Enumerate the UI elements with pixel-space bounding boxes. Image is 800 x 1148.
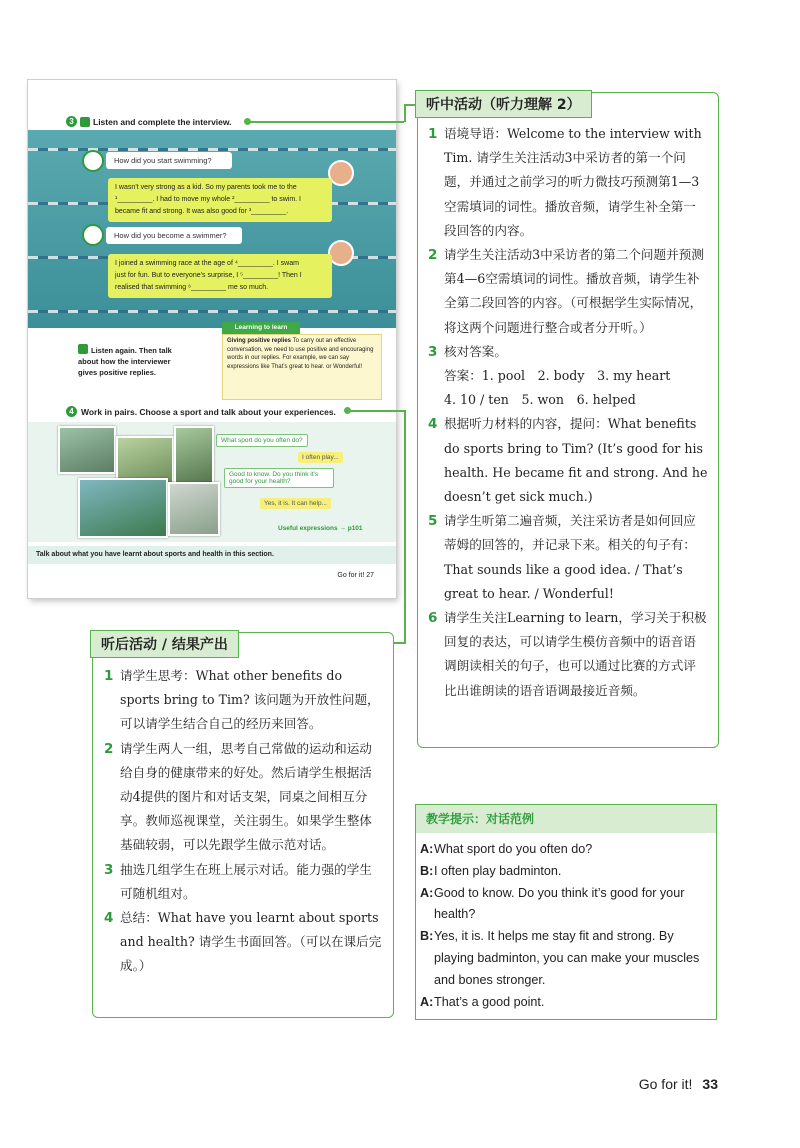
connector-line [404,410,406,642]
post-listening-list [104,664,384,979]
question-bubble-1: How did you start swimming? [106,152,232,169]
list-item: 3 抽选几组学生在班上展示对话。能力强的学生可随机组对。 [104,861,372,901]
dialogue-line: A: What sport do you often do? [420,842,593,856]
connector-dot [244,118,251,125]
list-item: 2 请学生两人一组，思考自己常做的运动和运动给自身的健康带来的好处。然后请学生根据活动4提供的图片和对话支架，同桌之间相互分享。教师巡视课堂，关注弱生。如果学生整体基础较弱，可以先跟学生做示范对话。 [104,740,372,853]
dialogue-a2: Good to know. Do you think it’s good for your health? [224,468,334,488]
answer-bubble-1: I wasn’t very strong as a kid. So my parents took me to the ¹_________. I had to move my whole ²_________ to swim. I became fit and strong. It was also good for ³_________. [108,178,332,222]
book-title: Go for it! [638,1076,693,1092]
activity-number-badge: 4 [66,406,77,417]
student-book-page [28,80,396,598]
listening-activity-list [428,122,708,703]
activity-3-heading [66,116,232,127]
connector-dot [344,407,351,414]
listen-again-instruction: Listen again. Then talk about how the interviewer gives positive replies. [78,346,172,377]
answer-line: 答案：1. pool 2. body 3. my heart [444,368,671,384]
answer-bubble-2: I joined a swimming race at the age of ⁴_________. I swam just for fun. But to everyone’s surprise, I ⁵_________! Then I realised that swimming ⁶_________ me so much. [108,254,332,298]
audio-icon [80,117,90,127]
connector-line [350,410,404,412]
list-item: 4 总结：What have you learnt about sports and health? 请学生书面回答。（可以在课后完成。） [104,910,382,974]
list-item: 1 语境导语：Welcome to the interview with Tim. 请学生关注活动3中采访者的第一个问题，并通过之前学习的听力微技巧预测第1—3空需填词的词性。播放音频，请学生补全第一段回答的内容。 [428,126,702,238]
microphone-icon [82,150,104,172]
list-item: 3 核对答案。 [428,343,507,360]
book-section-footer: Talk about what you have learnt about sports and health in this section. [28,546,396,564]
question-bubble-2: How did you become a swimmer? [106,227,242,244]
photo-cycling [116,436,174,484]
dialogue-line: A: Good to know. Do you think it’s good for your health? [420,885,685,922]
learning-to-learn-box: Giving positive replies To carry out an effective conversation, we need to use positive and encouraging words in our replies. For example, we can say expressions like That’s great to hear. or Wonderful! [222,334,382,400]
photo-football [174,426,214,490]
list-item: 2 请学生关注活动3中采访者的第二个问题并预测第4—6空需填词的词性。播放音频，请学生补全第二段回答的内容。（可根据学生实际情况，将这两个问题进行整合或者分开听。） [428,247,704,335]
book-page-number: Go for it! 27 [337,572,374,579]
dialogue-b1: I often play... [298,452,343,463]
list-item: 1 请学生思考：What other benefits do sports bring to Tim? 该问题为开放性问题，可以请学生结合自己的经历来回答。 [104,668,380,732]
activity-number-badge: 3 [66,116,77,127]
activity-4-title: Work in pairs. Choose a sport and talk about your experiences. [81,406,336,417]
photo-running [58,426,116,474]
page-number: 33 [702,1076,718,1092]
listening-activity-title: 听中活动（听力理解 2） [415,90,592,118]
dialogue-line: B: I often play badminton. [420,863,562,878]
dialogue-line: B: Yes, it is. It helps me stay fit and strong. By playing badminton, you can make your muscles and bones stronger. [420,929,700,987]
list-item: 5 请学生听第二遍音频，关注采访者是如何回应蒂姆的回答的，并记录下来。相关的句子有：That sounds like a good idea. / That’s great to hear. / Wonderful! [428,513,696,601]
activity-4-heading [66,406,336,417]
teaching-tips-title: 教学提示：对话范例 [416,805,716,833]
dialogue-a1: What sport do you often do? [216,434,308,447]
dialogue-b2: Yes, it is. It can help... [260,498,331,509]
dialogue-line: A: That’s a good point. [420,994,545,1009]
activity-4-panel [28,422,396,542]
list-item: 4 根据听力材料的内容，提问：What benefits do sports bring to Tim? (It’s good for his health. He became fit and strong. And he doesn’t get sick much.) [428,416,708,505]
teaching-tips-box [415,804,717,1020]
connector-line [246,121,404,123]
photo-tennis [78,478,168,538]
answer-line: 4. 10 / ten 5. won 6. helped [444,392,636,408]
connector-line [404,104,406,122]
photo-badminton [168,482,220,536]
microphone-icon [82,224,104,246]
pool-illustration [28,130,396,328]
page-footer [639,1076,718,1092]
activity-3-title: Listen and complete the interview. [93,116,232,127]
useful-expressions-link: Useful expressions → p101 [278,525,363,532]
post-listening-title: 听后活动 / 结果产出 [90,630,239,658]
list-item: 6 请学生关注Learning to learn，学习关于积极回复的表达，可以请学生模仿音频中的语音语调朗读相关的句子，也可以通过比赛的方式评比出谁朗读的语音语调最接近音频。 [428,610,707,698]
learning-to-learn-tab: Learning to learn [222,322,300,334]
